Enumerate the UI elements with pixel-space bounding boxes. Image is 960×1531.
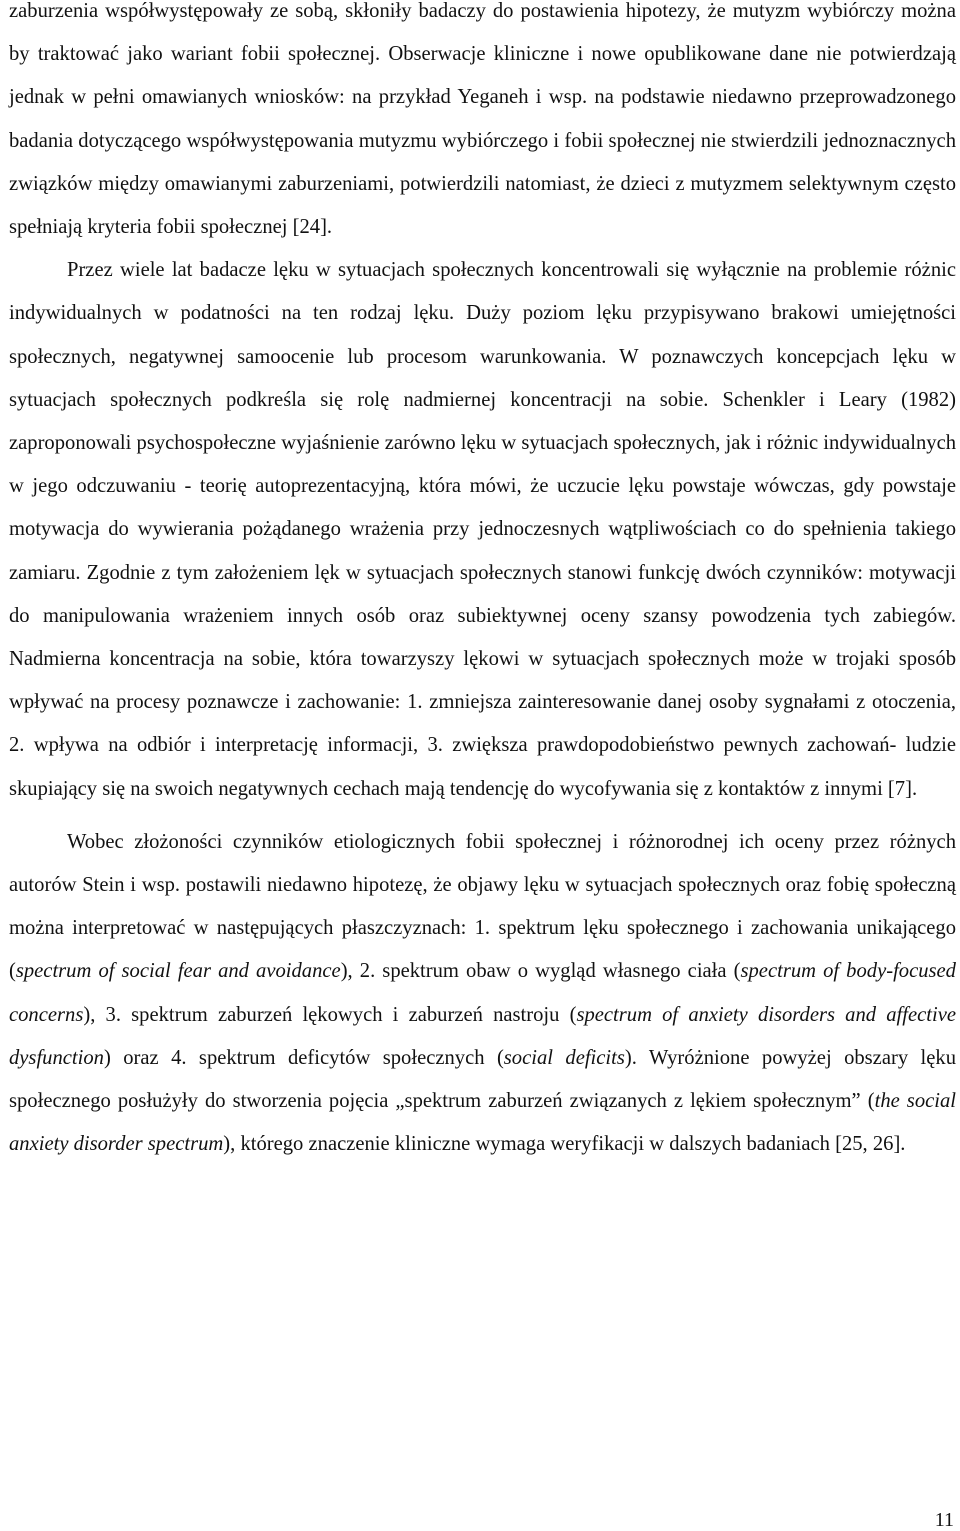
- italic-term: spectrum of anxiety disorders and affective dysfunction: [9, 1003, 956, 1069]
- paragraph-continuation: [9, 0, 956, 249]
- italic-term: spectrum of social fear and avoidance: [15, 960, 341, 983]
- paragraph-text: ) oraz 4. spektrum deficytów społecznych (: [103, 1046, 504, 1069]
- document-page: [9, 0, 956, 1166]
- page-number: 11: [934, 1509, 954, 1531]
- paragraph-text: Wobec złożoności czynników etiologicznych fobii społecznej i różnorodnej ich oceny przez różnych autorów Stein i wsp. postawili niedawno hipotezę, że objawy lęku w sytuacjach społecznych oraz fobię społeczną można interpretować w następujących płaszczyznach: 1. spektrum lęku społecznego i zachowania unikającego (: [9, 830, 956, 983]
- paragraph-text: ), 2. spektrum obaw o wygląd własnego ciała (: [340, 960, 741, 983]
- italic-term: social deficits: [503, 1046, 625, 1069]
- paragraph-text: ), którego znaczenie kliniczne wymaga weryfikacji w dalszych badaniach [25, 26].: [223, 1133, 906, 1156]
- paragraph-self-presentation-theory: [9, 249, 956, 811]
- italic-term: spectrum of body-focused concerns: [9, 960, 956, 1026]
- paragraph-text: zaburzenia współwystępowały ze sobą, skłoniły badaczy do postawienia hipotezy, że mutyzm wybiórczy można by traktować jako wariant fobii społecznej. Obserwacje kliniczne i nowe opublikowane dane nie potwierdzają jednak w pełni omawianych wniosków: na przykład Yeganeh i wsp. na podstawie niedawno przeprowadzonego badania dotyczącego współwystępowania mutyzmu wybiórczego i fobii społecznej nie stwierdzili jednoznacznych związków między omawianymi zaburzeniami, potwierdzili natomiast, że dzieci z mutyzmem selektywnym często spełniają kryteria fobii społecznej [24].: [9, 0, 956, 239]
- paragraph-social-anxiety-spectrum: [9, 821, 956, 1167]
- paragraph-text: ). Wyróżnione powyżej obszary lęku społecznego posłużyły do stworzenia pojęcia „spektrum zaburzeń związanych z lękiem społecznym” (: [9, 1046, 956, 1113]
- paragraph-text: ), 3. spektrum zaburzeń lękowych i zaburzeń nastroju (: [83, 1003, 577, 1026]
- paragraph-text: Przez wiele lat badacze lęku w sytuacjach społecznych koncentrowali się wyłącznie na problemie różnic indywidualnych w podatności na ten rodzaj lęku. Duży poziom lęku przypisywano brakowi umiejętności społecznych, negatywnej samoocenie lub procesom warunkowania. W poznawczych koncepcjach lęku w sytuacjach społecznych podkreśla się rolę nadmiernej koncentracji na sobie. Schenkler i Leary (1982) zaproponowali psychospołeczne wyjaśnienie zarówno lęku w sytuacjach społecznych, jak i różnic indywidualnych w jego odczuwaniu - teorię autoprezentacyjną, która mówi, że uczucie lęku powstaje wówczas, gdy powstaje motywacja do wywierania pożądanego wrażenia przy jednoczesnych wątpliwościach co do spełnienia takiego zamiaru. Zgodnie z tym założeniem lęk w sytuacjach społecznych stanowi funkcję dwóch czynników: motywacji do manipulowania wrażeniem innych osób oraz subiektywnej oceny szansy powodzenia tych zabiegów. Nadmierna koncentracja na sobie, która towarzyszy lękowi w sytuacjach społecznych może w trojaki sposób wpływać na procesy poznawcze i zachowanie: 1. zmniejsza zainteresowanie danej osoby sygnałami z otoczenia, 2. wpływa na odbiór i interpretację informacji, 3. zwiększa prawdopodobieństwo pewnych zachowań- ludzie skupiający się na swoich negatywnych cechach mają tendencję do wycofywania się z kontaktów z innymi [7].: [9, 259, 957, 800]
- italic-term: the social anxiety disorder spectrum: [9, 1090, 957, 1156]
